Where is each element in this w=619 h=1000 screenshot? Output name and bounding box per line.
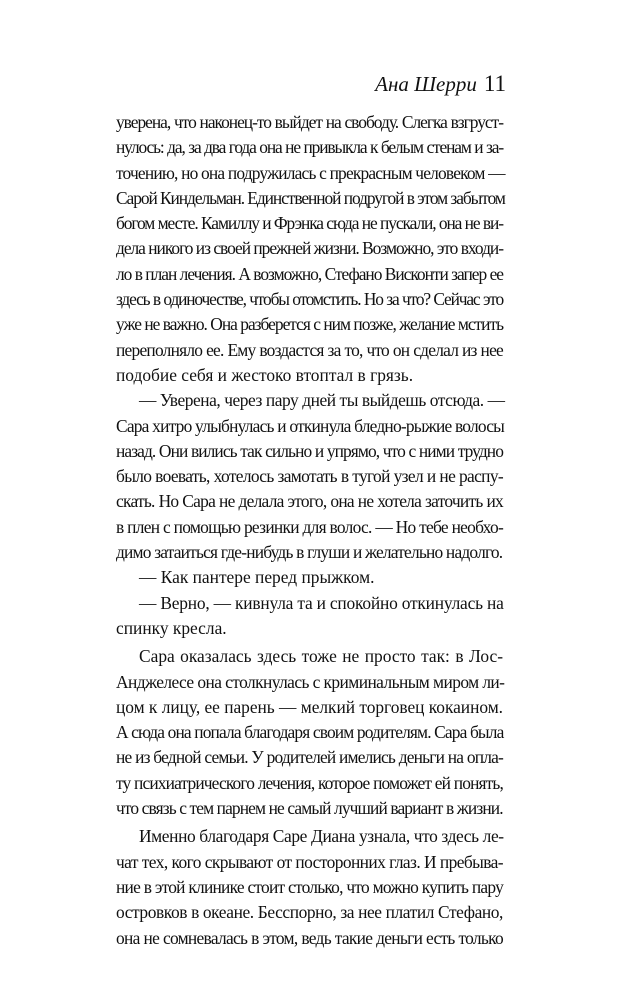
text-line: — Уверена, через пару дней ты выйдешь отсюда. — [139,390,505,411]
text-line: нулось: да, за два года она не привыкла к белым стенам и за- [116,137,503,158]
text-line: островков в океане. Бесспорно, за нее платил Стефано, [116,902,503,923]
text-line: было воевать, хотелось замотать в тугой узел и не распу- [116,466,503,487]
text-line: — Верно, — кивнула та и спокойно откинулась на [139,592,504,613]
text-line: цом к лицу, ее парень — мелкий торговец кокаином. [116,696,503,717]
text-line: Сара хитро улыбнулась и откинула бледно-рыжие волосы [116,415,505,436]
text-line: точению, но она подружилась с прекрасным человеком — [116,162,505,183]
text-line: что связь с тем парнем не самый лучший вариант в жизни. [116,798,503,819]
text-line: спинку кресла. [116,617,227,638]
text-line: переполняло ее. Ему воздастся за то, что он сделал из нее [116,339,503,360]
body-text [116,110,503,951]
text-line: Именно благодаря Саре Диана узнала, что здесь ле- [139,826,504,847]
text-line: ло в план лечения. А возможно, Стефано Висконти запер ее [116,263,503,284]
text-line: уже не важно. Она разберется с ним позже, желание мстить [116,314,503,335]
text-line: А сюда она попала благодаря своим родителям. Сара была [116,722,504,743]
text-line: не из бедной семьи. У родителей имелись деньги на опла- [116,747,503,768]
text-line: димо затаиться где-нибудь в глуши и желательно надолго. [116,542,503,563]
running-head [375,70,506,98]
text-line: Сара оказалась здесь тоже не просто так: в Лос- [139,646,503,667]
text-line: ние в этой клинике стоит столько, что можно купить пару [116,876,503,897]
text-line: дела никого из своей прежней жизни. Возможно, это входи- [116,238,503,259]
text-line: здесь в одиночестве, чтобы отомстить. Но за что? Сейчас это [116,289,503,310]
page-number: 11 [483,71,506,96]
text-line: в плен с помощью резинки для волос. — Но тебе необхо- [116,516,504,537]
text-line: богом месте. Камиллу и Фрэнка сюда не пускали, она не ви- [116,213,503,234]
text-line: назад. Они вились так сильно и упрямо, что с ними трудно [116,440,503,461]
text-line: — Как пантере перед прыжком. [139,567,375,588]
author-name: Ана Шерри [375,72,477,96]
text-line: уверена, что наконец-то выйдет на свободу. Слегка взгруст- [116,112,503,132]
text-line: она не сомневалась в этом, ведь такие деньги есть только [116,927,503,948]
text-line: скать. Но Сара не делала этого, она не хотела заточить их [116,491,503,512]
text-line: чат тех, кого скрывают от посторонних глаз. И пребыва- [116,851,503,872]
text-line: Сарой Киндельман. Единственной подругой в этом забытом [116,187,505,208]
text-line: подобие себя и жестоко втоптал в грязь. [116,364,414,385]
text-line: ту психиатрического лечения, которое поможет ей понять, [116,772,503,793]
text-line: Анджелесе она столкнулась с криминальным миром ли- [116,671,505,692]
